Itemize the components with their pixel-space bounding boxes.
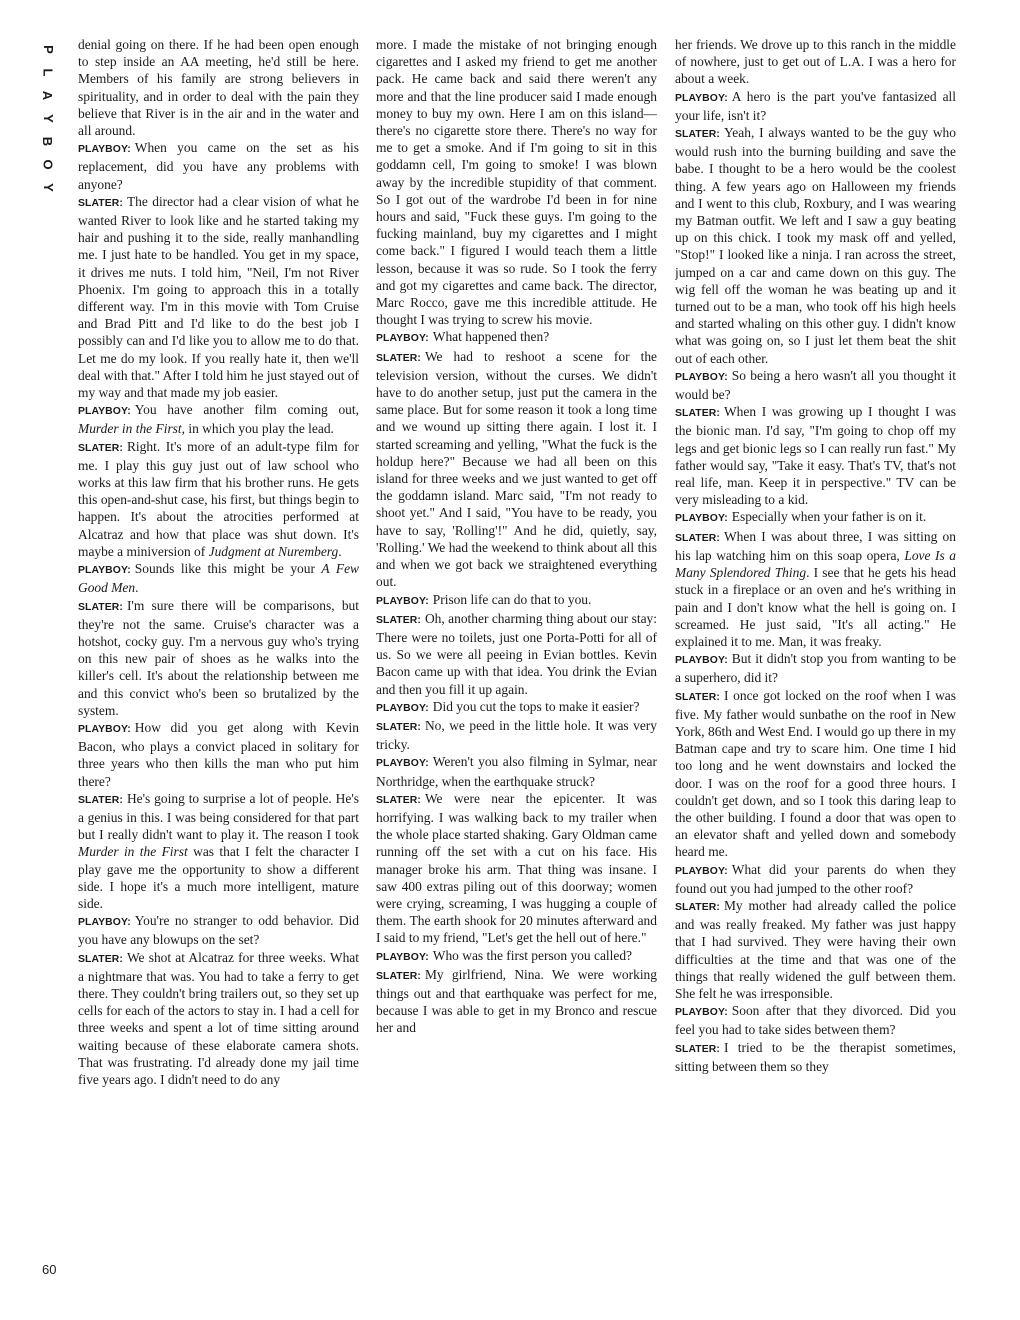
interview-paragraph bbox=[675, 403, 956, 508]
paragraph-text: Right. It's more of an adult-type film for me. I play this guy just out of law school who works at this law firm that his brother runs. He gets this open-and-shut case, his first, but things begin to happen. It's about the atrocities performed at Alcatraz and how that place was shut down. It's maybe a miniversion of Judgment at Nuremberg. bbox=[78, 438, 359, 559]
paragraph-text: Yeah, I always wanted to be the guy who would rush into the burning building and save the babe. I thought to be a hero would be the coolest thing. A few years ago on Halloween my friends and I went to this club, Roxbury, and I was wearing my Batman outfit. We left and I saw a guy beating up on this chick. I took my mask off and yelled, "Stop!" I looked like a ninja. I ran across the street, jumped on a car and came down on this guy. The wig fell off the woman he was beating up and it turned out to be a man, who took off his high heels and started whaling on this other guy. I didn't know what was going on, so I just let them beat the shit out of each other. bbox=[675, 125, 956, 366]
paragraph-text: I once got locked on the roof when I was five. My father would sunbathe on the roof in New York, 86th and West End. I would go up there in my Batman cape and try to scare him. One time I hid too long and he went downstairs and locked the door. I was on the roof for a good three hours. I couldn't get down, and so I took this daring leap to the other building. I found a door that was open to an elevator shaft and yelled down and somebody heard me. bbox=[675, 687, 956, 860]
interview-paragraph bbox=[376, 36, 657, 328]
text-column-3 bbox=[675, 36, 956, 1296]
interview-paragraph bbox=[376, 717, 657, 753]
paragraph-text: When I was growing up I thought I was the bionic man. I'd say, "I'm going to chop off my legs and get bionic legs so I can really run fast." My father would say, "Take it easy. That's TV, that's not real life, man. Keep it in perspective." TV can be very misleading to a kid. bbox=[675, 404, 956, 508]
masthead-letter: B bbox=[40, 136, 56, 147]
interview-paragraph bbox=[78, 193, 359, 401]
paragraph-text: I'm sure there will be comparisons, but they're not the same. Cruise's character was a hotshot, cocky guy. I'm a nervous guy who's trying on this new pair of shoes as he walks into the killer's cell. It's about the relationship between me and this convict who's been so brutalized by the system. bbox=[78, 597, 359, 718]
text-column-1 bbox=[78, 36, 359, 1296]
interview-paragraph bbox=[675, 1039, 956, 1075]
speaker-label: SLATER: bbox=[675, 691, 720, 703]
speaker-label: SLATER: bbox=[675, 1043, 720, 1055]
speaker-label: PLAYBOY: bbox=[376, 595, 429, 607]
interview-paragraph bbox=[675, 124, 956, 367]
speaker-label: PLAYBOY: bbox=[78, 917, 131, 929]
interview-paragraph bbox=[78, 949, 359, 1089]
speaker-label: PLAYBOY: bbox=[376, 951, 429, 963]
paragraph-text: Sounds like this might be your A Few Good Men. bbox=[78, 561, 359, 596]
speaker-label: PLAYBOY: bbox=[675, 513, 728, 525]
speaker-label: SLATER: bbox=[376, 721, 421, 733]
interview-paragraph bbox=[376, 753, 657, 789]
speaker-label: SLATER: bbox=[675, 129, 720, 141]
speaker-label: PLAYBOY: bbox=[675, 371, 728, 383]
interview-paragraph bbox=[78, 719, 359, 790]
speaker-label: PLAYBOY: bbox=[675, 92, 728, 104]
paragraph-text: When I was about three, I was sitting on his lap watching him on this soap opera, Love Is a Many Splendored Thing. I see that he gets his head stuck in a fireplace or an oven and he's writhing in pain and I don't know what the hell is going on. I screamed. He just said, "It's all acting." He explained it to me. Man, it was freaky. bbox=[675, 528, 956, 649]
masthead-letter: P bbox=[40, 45, 56, 54]
paragraph-text: Soon after that they divorced. Did you feel you had to take sides between them? bbox=[675, 1003, 956, 1038]
speaker-label: SLATER: bbox=[675, 901, 720, 913]
speaker-label: SLATER: bbox=[376, 970, 421, 982]
interview-paragraph bbox=[675, 508, 956, 527]
masthead-letter: Y bbox=[40, 114, 56, 123]
interview-paragraph bbox=[78, 560, 359, 596]
paragraph-text: You're no stranger to odd behavior. Did you have any blowups on the set? bbox=[78, 913, 359, 948]
paragraph-text: We were near the epicenter. It was horrifying. I was walking back to my trailer when the whole place started shaking. Gary Oldman came running off the set with a cut on his face. His manager broke his arm. That thing was insane. I saw 400 extras piling out of this doorway; women were crying, screaming, I was hugging a couple of them. The earth shook for 20 minutes afterward and I said to my friend, "Let's get the hell out of here." bbox=[376, 790, 657, 946]
interview-paragraph bbox=[675, 650, 956, 686]
interview-paragraph bbox=[78, 401, 359, 437]
speaker-label: PLAYBOY: bbox=[78, 723, 131, 735]
speaker-label: PLAYBOY: bbox=[675, 655, 728, 667]
interview-paragraph bbox=[376, 790, 657, 947]
paragraph-text: So being a hero wasn't all you thought it would be? bbox=[675, 367, 956, 403]
interview-paragraph bbox=[675, 897, 956, 1002]
interview-paragraph bbox=[376, 591, 657, 610]
paragraph-text: I tried to be the therapist sometimes, sitting between them so they bbox=[675, 1039, 956, 1074]
speaker-label: SLATER: bbox=[376, 614, 421, 626]
paragraph-text: What did your parents do when they found out you had jumped to the other roof? bbox=[675, 861, 956, 896]
paragraph-text: When you came on the set as his replacement, did you have any problems with anyone? bbox=[78, 140, 359, 192]
paragraph-text: He's going to surprise a lot of people. He's a genius in this. I was being considered for that part but I really didn't want to play it. The reason I took Murder in the First was that I felt the character I play gave me the opportunity to show a different side. I hope it's a much more intelligent, mature side. bbox=[78, 790, 359, 911]
paragraph-text: No, we peed in the little hole. It was very tricky. bbox=[376, 717, 657, 753]
paragraph-text: We had to reshoot a scene for the television version, without the curses. We didn't have to do another setup, just put the camera in the same place. But for some reason it took a long time and we wound up sitting there again. I lost it. I started screaming and yelling, "What the fuck is the holdup here?" Because we had all been on this island for three weeks and we just wanted to get off the goddamn island. Marc said, "I'm not ready to shoot yet." And I said, "You have to be ready, you have to say, 'Rolling'!" And he did, quietly, say, 'Rolling.' We had the weekend to think about all this and when we got back we straightened everything out. bbox=[376, 348, 657, 590]
paragraph-text: You have another film coming out, Murder in the First, in which you play the lead. bbox=[78, 402, 359, 437]
paragraph-text: How did you get along with Kevin Bacon, who plays a convict placed in solitary for three years who then kills the man who put him there? bbox=[78, 719, 359, 789]
speaker-label: SLATER: bbox=[376, 352, 421, 364]
interview-paragraph bbox=[376, 348, 657, 591]
paragraph-text: Prison life can do that to you. bbox=[432, 591, 592, 607]
speaker-label: SLATER: bbox=[78, 953, 123, 965]
speaker-label: SLATER: bbox=[78, 794, 123, 806]
interview-paragraph bbox=[78, 438, 359, 560]
paragraph-text: Weren't you also filming in Sylmar, near Northridge, when the earthquake struck? bbox=[376, 754, 657, 789]
speaker-label: SLATER: bbox=[78, 197, 123, 209]
interview-paragraph bbox=[78, 912, 359, 948]
speaker-label: SLATER: bbox=[78, 601, 123, 613]
paragraph-text: more. I made the mistake of not bringing enough cigarettes and I asked my friend to get me another pack. He came back and said there weren't any more and that the line producer said I made enough money to buy my own. Here I am on this island—there's no cigarette store there. There's no way for me to get a smoke. And if I'm going to sit in this goddamn cell, I'm going to smoke! I was blown away by the incredible stupidity of that comment. So I got out of the wardrobe I'd been in for nine hours and said, "Fuck these guys. I'm going to the fucking mainland, buy my cigarettes and I might come back." I figured I would teach them a little lesson, because it was so rude. So I took the ferry and got my cigarettes and came back. The director, Marc Rocco, gave me this incredible attitude. He thought I was trying to screw his movie. bbox=[376, 37, 657, 328]
interview-paragraph bbox=[376, 966, 657, 1037]
interview-paragraph bbox=[78, 139, 359, 193]
interview-paragraph bbox=[675, 367, 956, 403]
speaker-label: PLAYBOY: bbox=[376, 702, 429, 714]
masthead-letter: A bbox=[40, 90, 56, 101]
paragraph-text: A hero is the part you've fantasized all your life, isn't it? bbox=[675, 88, 956, 123]
speaker-label: PLAYBOY: bbox=[376, 758, 429, 770]
paragraph-text: My girlfriend, Nina. We were working things out and that earthquake was perfect for me, because I was able to get in my Bronco and rescue her and bbox=[376, 966, 657, 1036]
speaker-label: PLAYBOY: bbox=[675, 1007, 728, 1019]
speaker-label: SLATER: bbox=[675, 408, 720, 420]
interview-paragraph bbox=[78, 790, 359, 912]
paragraph-text: But it didn't stop you from wanting to be a superhero, did it? bbox=[675, 651, 956, 686]
paragraph-text: denial going on there. If he had been open enough to step inside an AA meeting, he'd still be here. Members of his family are strong believers in spirituality, and in order to deal with the pain they believe that River is in the air and in the water and all around. bbox=[78, 37, 359, 139]
interview-paragraph bbox=[376, 698, 657, 717]
interview-paragraph bbox=[675, 88, 956, 124]
paragraph-text: We shot at Alcatraz for three weeks. What a nightmare that was. You had to take a ferry to get there. They couldn't bring trailers out, so they set up cells for each of the actors to stay in. I had a cell for three weeks and spent a lot of time sitting around waiting because of these elaborate camera shots. That was frustrating. I'd already done my jail time five years ago. I didn't need to do any bbox=[78, 949, 359, 1087]
speaker-label: PLAYBOY: bbox=[675, 865, 728, 877]
interview-paragraph bbox=[376, 947, 657, 966]
speaker-label: SLATER: bbox=[78, 442, 123, 454]
masthead bbox=[36, 38, 60, 199]
speaker-label: PLAYBOY: bbox=[78, 406, 131, 418]
page-number: 60 bbox=[42, 1262, 57, 1277]
paragraph-text: My mother had already called the police and was really freaked. My father was just happy that I had survived. They were having their own difficulties at the time and that was one of the things that really widened the gulf between them. She felt he was irresponsible. bbox=[675, 897, 956, 1001]
paragraph-text: Oh, another charming thing about our stay: There were no toilets, just one Porta-Potti for all of us. So we were all peeing in Evian bottles. Kevin Bacon came up with that idea. You drink the Evian and then you fill it up again. bbox=[376, 610, 657, 697]
text-column-2 bbox=[376, 36, 657, 1296]
paragraph-text: What happened then? bbox=[432, 329, 550, 345]
interview-paragraph bbox=[78, 36, 359, 139]
interview-paragraph bbox=[376, 328, 657, 347]
masthead-letter: O bbox=[40, 159, 56, 170]
speaker-label: PLAYBOY: bbox=[376, 333, 429, 345]
paragraph-text: Did you cut the tops to make it easier? bbox=[432, 698, 640, 714]
interview-paragraph bbox=[675, 36, 956, 88]
interview-paragraph bbox=[376, 610, 657, 698]
paragraph-text: Especially when your father is on it. bbox=[731, 509, 927, 525]
paragraph-text: her friends. We drove up to this ranch in the middle of nowhere, just to get out of L.A. I was a hero for about a week. bbox=[675, 37, 956, 87]
interview-paragraph bbox=[675, 687, 956, 861]
speaker-label: SLATER: bbox=[675, 532, 720, 544]
speaker-label: PLAYBOY: bbox=[78, 144, 131, 156]
interview-paragraph bbox=[675, 861, 956, 897]
interview-paragraph bbox=[675, 528, 956, 650]
paragraph-text: The director had a clear vision of what he wanted River to look like and he started taking my hair and pushing it to the side, really manhandling me. I just hate to be handled. You get in my space, it drives me nuts. I told him, "Neil, I'm not River Phoenix. I'm going to approach this in a totally different way. I'm in this movie with Tom Cruise and Brad Pitt and I'd like to do the best job I possibly can and I'd like you to allow me to do that. Let me do my look. If you really hate it, then we'll deal with that." After I told him he just stayed out of my way and that made my job easier. bbox=[78, 193, 359, 401]
speaker-label: SLATER: bbox=[376, 794, 421, 806]
masthead-letter: L bbox=[40, 68, 56, 77]
masthead-letter: Y bbox=[40, 183, 56, 192]
speaker-label: PLAYBOY: bbox=[78, 565, 131, 577]
interview-paragraph bbox=[675, 1002, 956, 1038]
interview-paragraph bbox=[78, 597, 359, 719]
paragraph-text: Who was the first person you called? bbox=[432, 947, 633, 963]
